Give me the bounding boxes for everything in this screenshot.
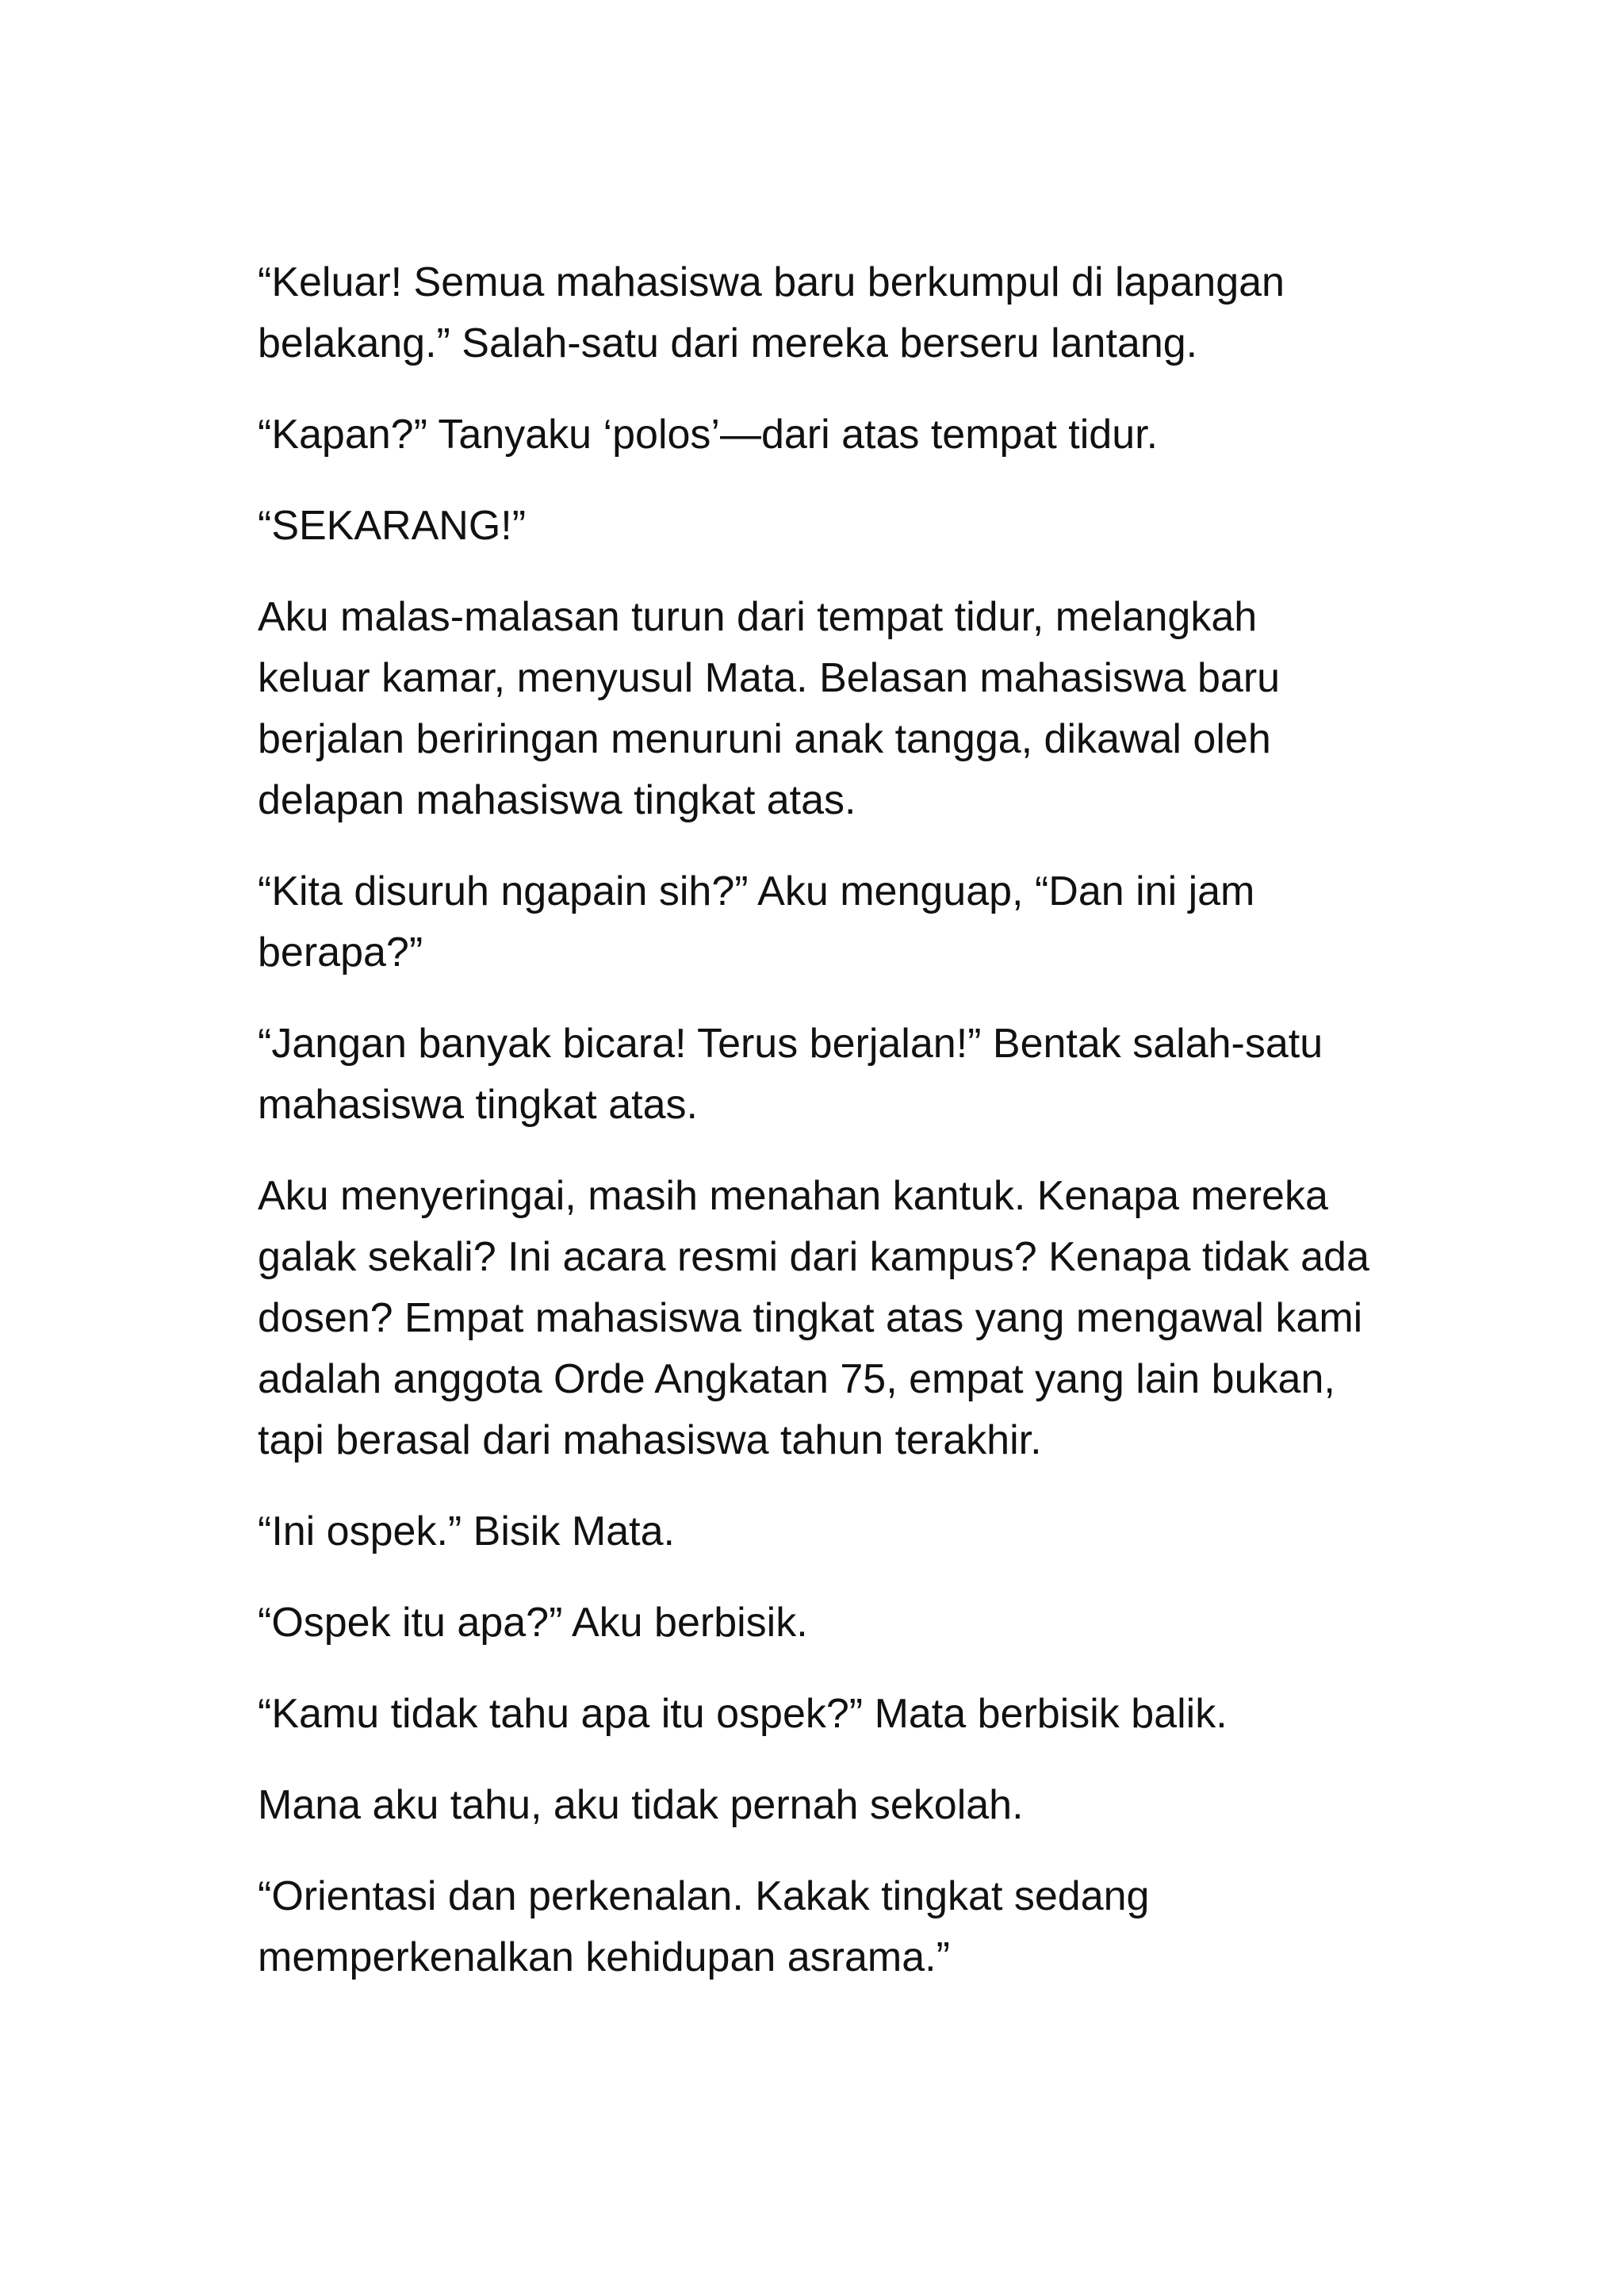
text-line: Aku malas-malasan turun dari tempat tidur, melangkah	[258, 594, 1258, 640]
text-line: “Kita disuruh ngapain sih?” Aku menguap, “Dan ini jam	[258, 868, 1255, 914]
paragraph	[258, 496, 1400, 557]
text-line: berjalan beriringan menuruni anak tangga, dikawal oleh	[258, 716, 1271, 762]
paragraph	[258, 861, 1400, 983]
text-line: “Ospek itu apa?” Aku berbisik.	[258, 1600, 808, 1646]
paragraph	[258, 252, 1400, 374]
text-line: delapan mahasiswa tingkat atas.	[258, 777, 856, 823]
text-line: mahasiswa tingkat atas.	[258, 1082, 698, 1128]
text-line: dosen? Empat mahasiswa tingkat atas yang mengawal kami	[258, 1295, 1363, 1341]
text-line: tapi berasal dari mahasiswa tahun terakhir.	[258, 1417, 1042, 1463]
text-line: “Kamu tidak tahu apa itu ospek?” Mata berbisik balik.	[258, 1691, 1228, 1737]
text-line: galak sekali? Ini acara resmi dari kampus? Kenapa tidak ada	[258, 1234, 1369, 1280]
text-line: “SEKARANG!”	[258, 503, 527, 549]
text-line: “Kapan?” Tanyaku ‘polos’—dari atas tempat tidur.	[258, 412, 1159, 458]
text-line: “Ini ospek.” Bisik Mata.	[258, 1508, 675, 1554]
paragraph	[258, 1501, 1400, 1562]
paragraph	[258, 587, 1400, 831]
text-line: belakang.” Salah-satu dari mereka berseru lantang.	[258, 320, 1198, 366]
text-line: Mana aku tahu, aku tidak pernah sekolah.	[258, 1782, 1024, 1828]
paragraph	[258, 1593, 1400, 1654]
paragraph	[258, 1775, 1400, 1836]
body-text	[258, 252, 1400, 2018]
paragraph	[258, 1866, 1400, 1988]
text-line: “Keluar! Semua mahasiswa baru berkumpul di lapangan	[258, 259, 1285, 305]
text-line: “Jangan banyak bicara! Terus berjalan!” Bentak salah-satu	[258, 1021, 1323, 1067]
paragraph	[258, 1014, 1400, 1136]
paragraph	[258, 1166, 1400, 1471]
text-line: keluar kamar, menyusul Mata. Belasan mahasiswa baru	[258, 655, 1281, 701]
paragraph	[258, 404, 1400, 466]
text-line: “Orientasi dan perkenalan. Kakak tingkat sedang	[258, 1873, 1150, 1919]
text-line: berapa?”	[258, 930, 423, 976]
paragraph	[258, 1684, 1400, 1745]
text-line: adalah anggota Orde Angkatan 75, empat yang lain bukan,	[258, 1356, 1335, 1402]
text-line: memperkenalkan kehidupan asrama.”	[258, 1934, 950, 1980]
text-line: Aku menyeringai, masih menahan kantuk. Kenapa mereka	[258, 1173, 1328, 1219]
